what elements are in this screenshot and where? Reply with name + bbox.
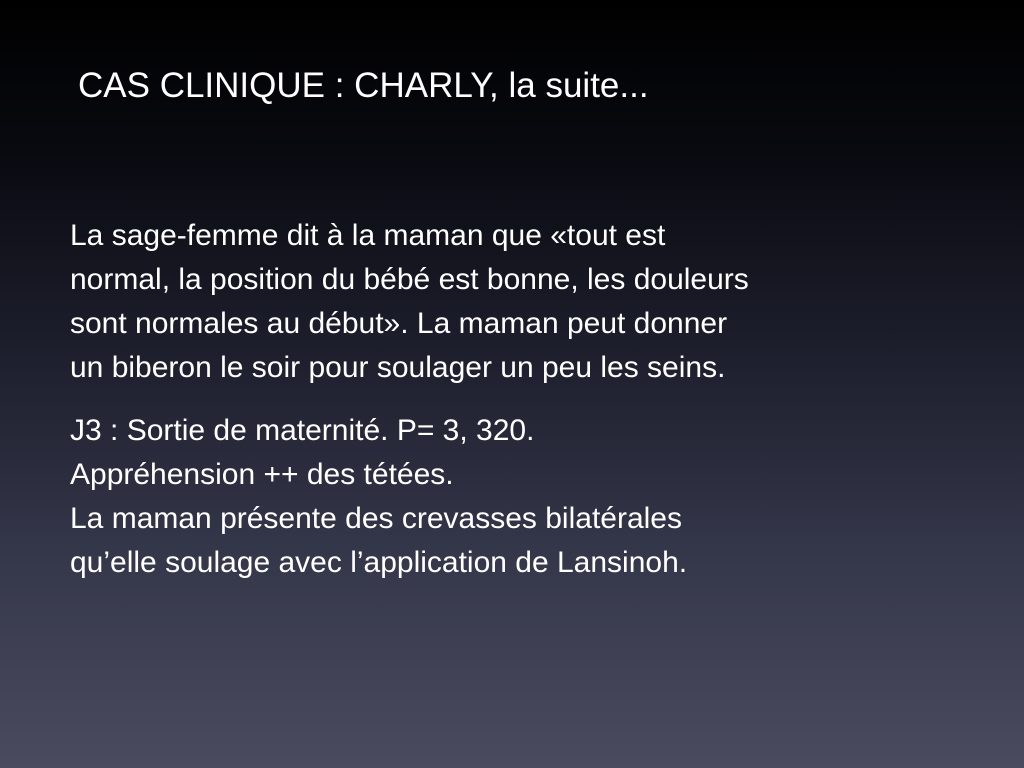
slide-body [70,214,970,604]
paragraph-advice [70,214,970,390]
text-line: normal, la position du bébé est bonne, les douleurs [70,263,749,296]
text-line: sont normales au début». La maman peut donner [70,307,728,340]
text-line: qu’elle soulage avec l’application de Lansinoh. [70,546,688,579]
paragraph-discharge [70,409,970,585]
text-line: Appréhension ++ des tétées. [70,458,454,491]
text-line: un biberon le soir pour soulager un peu les seins. [70,351,726,384]
text-line: La maman présente des crevasses bilatérales [70,502,682,535]
slide-title: CAS CLINIQUE : CHARLY, la suite... [78,66,649,105]
text-line: La sage-femme dit à la maman que «tout est [70,219,666,252]
text-line: J3 : Sortie de maternité. P= 3, 320. [70,414,535,447]
